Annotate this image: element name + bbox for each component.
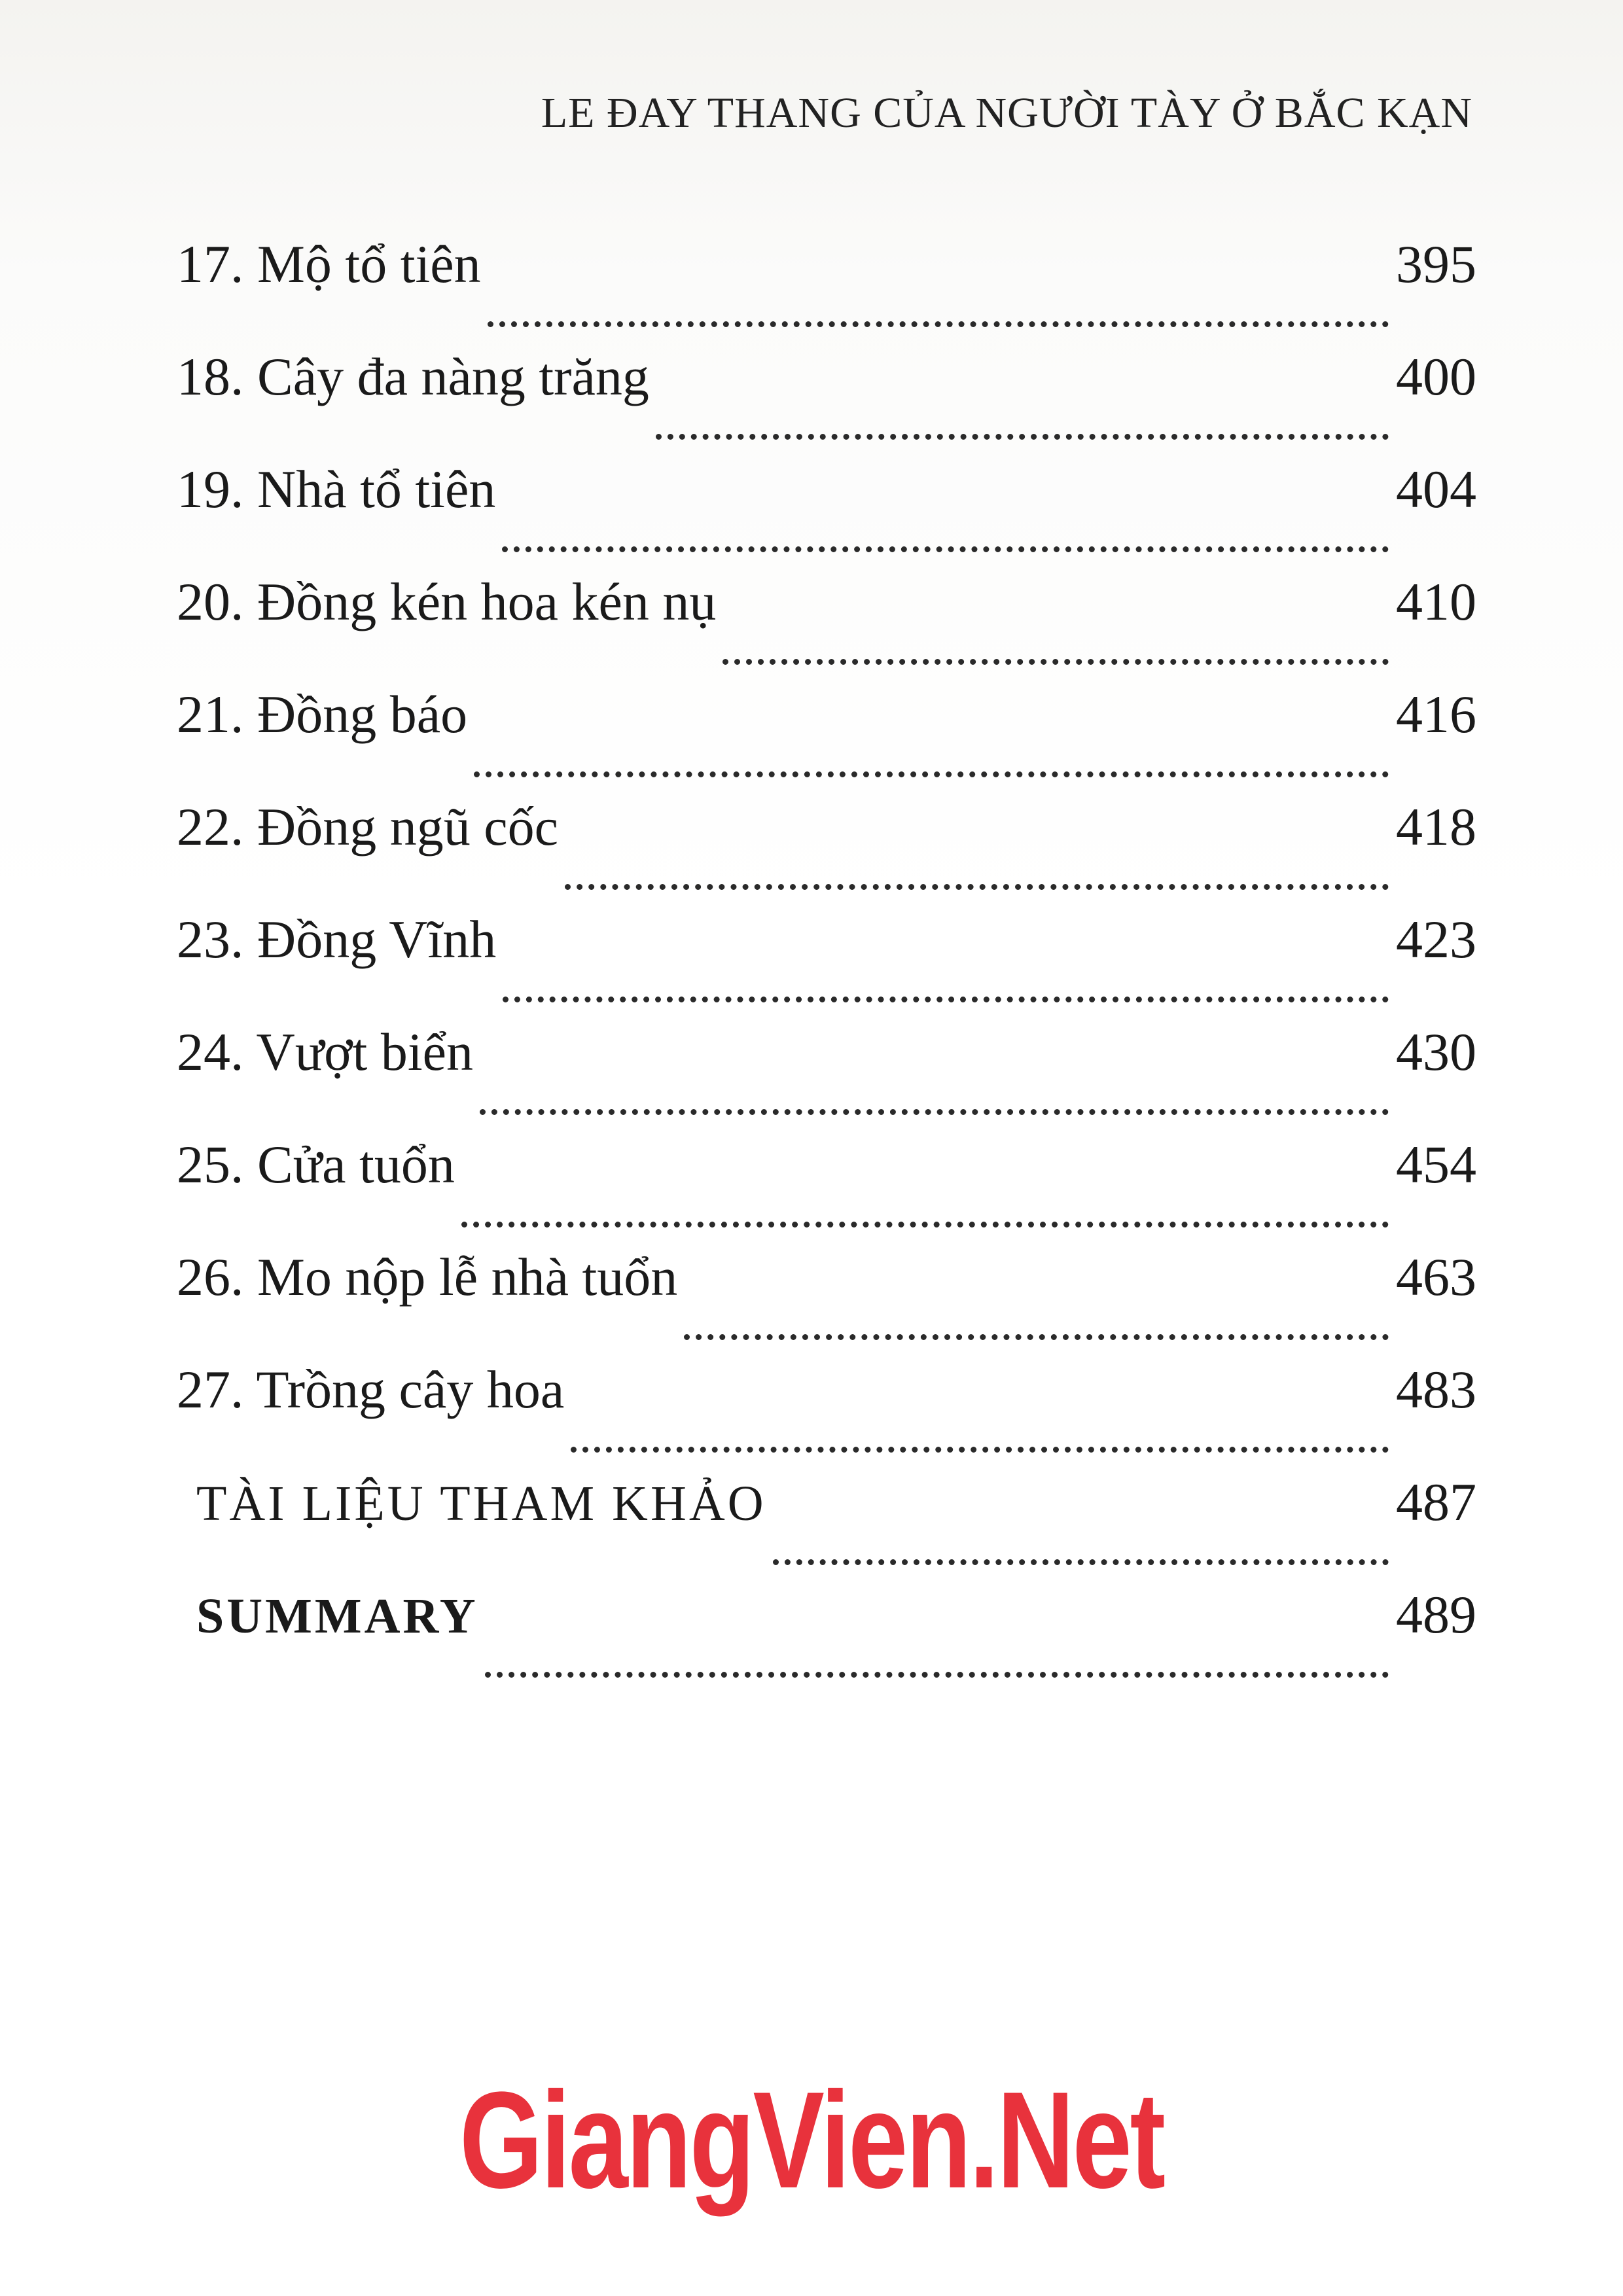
toc-entry-page: 400 bbox=[1396, 347, 1476, 406]
toc-entry-title: 25. Cửa tuổn bbox=[177, 1135, 455, 1194]
toc-entry-summary bbox=[177, 1585, 1476, 1697]
toc-entry-page: 483 bbox=[1396, 1360, 1476, 1419]
toc-entry-page: 416 bbox=[1396, 684, 1476, 744]
toc-entry bbox=[177, 910, 1476, 1022]
toc-entry bbox=[177, 1360, 1476, 1472]
watermark-logo: GiangVien.Net bbox=[459, 2063, 1164, 2217]
toc-entry-title: 18. Cây đa nàng trăng bbox=[177, 347, 649, 406]
toc-entry-page: 463 bbox=[1396, 1247, 1476, 1307]
toc-entry-page: 454 bbox=[1396, 1135, 1476, 1194]
dot-leader bbox=[571, 1447, 1389, 1453]
dot-leader bbox=[656, 434, 1389, 440]
dot-leader bbox=[461, 1222, 1389, 1227]
toc-entry-title: 27. Trồng cây hoa bbox=[177, 1360, 565, 1419]
dot-leader bbox=[480, 1109, 1389, 1115]
toc-entry-page: 487 bbox=[1396, 1472, 1476, 1532]
toc-entry-title: 23. Đồng Vĩnh bbox=[177, 910, 497, 969]
dot-leader bbox=[474, 771, 1389, 777]
toc-entry-title: TÀI LIỆU THAM KHẢO bbox=[196, 1476, 766, 1531]
toc-entry-page: 489 bbox=[1396, 1585, 1476, 1644]
dot-leader bbox=[565, 884, 1389, 890]
dot-leader bbox=[503, 997, 1389, 1002]
toc-entry-references bbox=[177, 1472, 1476, 1585]
toc-entry-title: 17. Mộ tổ tiên bbox=[177, 234, 481, 294]
toc-entry-page: 410 bbox=[1396, 572, 1476, 631]
toc-entry bbox=[177, 459, 1476, 572]
toc-entry-page: 395 bbox=[1396, 234, 1476, 294]
toc-entry-page: 404 bbox=[1396, 459, 1476, 519]
dot-leader bbox=[488, 321, 1389, 327]
toc-entry-page: 418 bbox=[1396, 797, 1476, 857]
toc-entry bbox=[177, 797, 1476, 910]
toc-entry bbox=[177, 1022, 1476, 1135]
toc-entry-title: 19. Nhà tổ tiên bbox=[177, 459, 496, 519]
toc-entry-title: 24. Vượt biển bbox=[177, 1022, 474, 1082]
dot-leader bbox=[485, 1672, 1389, 1678]
toc-entry-page: 423 bbox=[1396, 910, 1476, 969]
toc-entry bbox=[177, 1135, 1476, 1247]
toc-entry-title: 20. Đồng kén hoa kén nụ bbox=[177, 572, 717, 631]
toc-entry-page: 430 bbox=[1396, 1022, 1476, 1082]
running-header: LE ĐAY THANG CỦA NGƯỜI TÀY Ở BẮC KẠN bbox=[541, 89, 1472, 137]
table-of-contents bbox=[177, 234, 1476, 1697]
toc-entry-title: 26. Mo nộp lễ nhà tuổn bbox=[177, 1247, 678, 1307]
toc-entry bbox=[177, 347, 1476, 459]
toc-entry bbox=[177, 1247, 1476, 1360]
toc-entry bbox=[177, 234, 1476, 347]
toc-entry-title: SUMMARY bbox=[196, 1589, 478, 1644]
toc-entry-title: 21. Đồng báo bbox=[177, 684, 468, 744]
dot-leader bbox=[684, 1334, 1389, 1340]
dot-leader bbox=[773, 1559, 1389, 1565]
toc-entry bbox=[177, 572, 1476, 684]
toc-entry bbox=[177, 684, 1476, 797]
dot-leader bbox=[502, 546, 1389, 552]
dot-leader bbox=[722, 659, 1389, 665]
toc-entry-title: 22. Đồng ngũ cốc bbox=[177, 797, 559, 857]
